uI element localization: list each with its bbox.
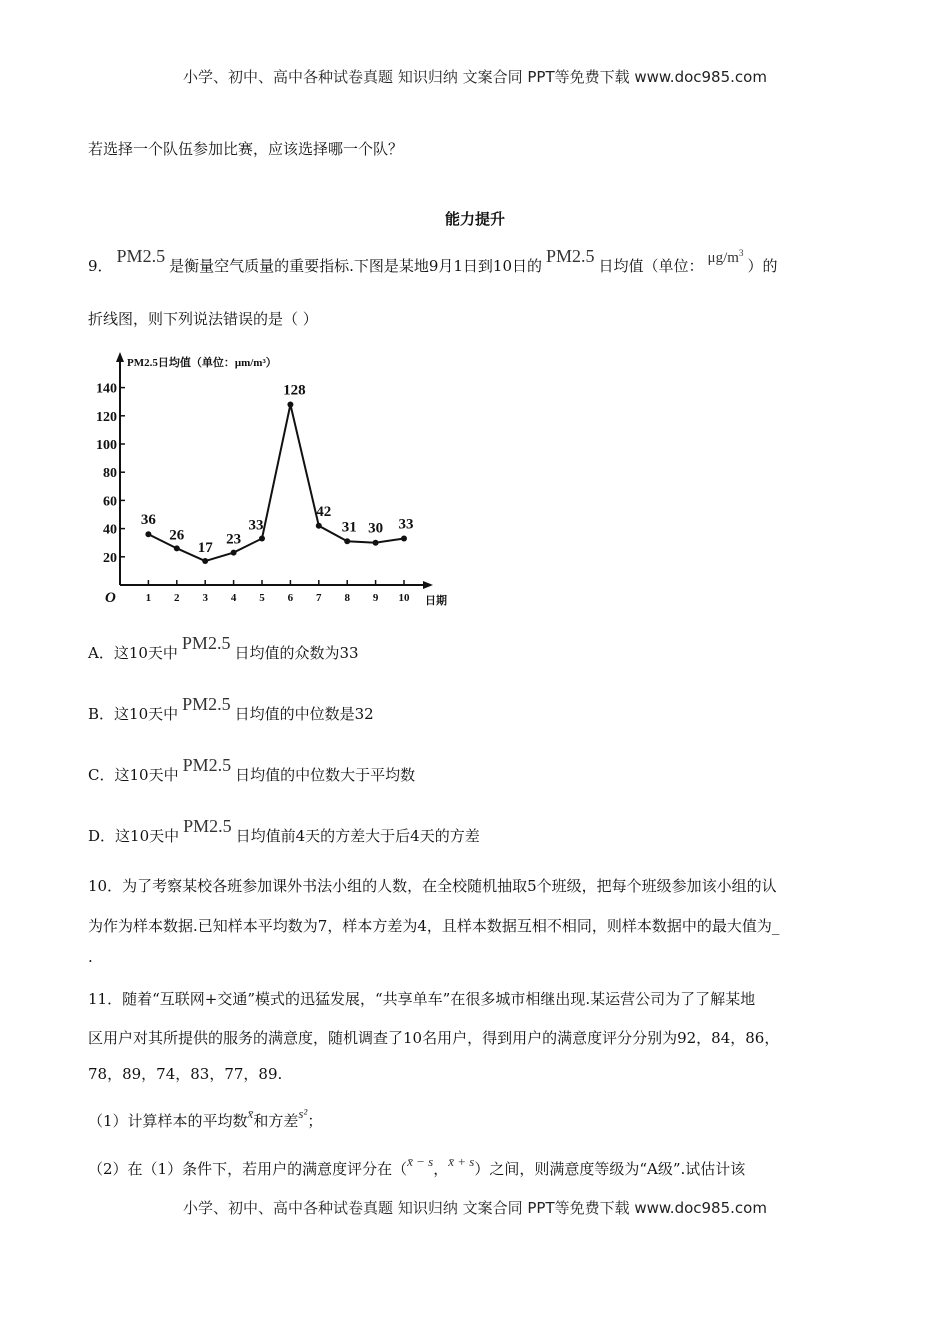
q11-line2: 区用户对其所提供的服务的满意度，随机调查了10名用户，得到用户的满意度评分分别为92，84，86， [88, 1029, 780, 1047]
q9-pm-label: PM2.5 [116, 246, 166, 266]
chart-title: PM2.5日均值（单位：μm/m³） [127, 357, 277, 369]
data-label: 26 [169, 527, 185, 544]
q9-option-a[interactable]: A．这10天中 PM2.5 日均值的众数为33 [88, 633, 359, 662]
x-tick-label: 4 [230, 592, 237, 604]
upper-bound-expr: x̄ + s [448, 1154, 475, 1169]
data-label: 33 [398, 516, 414, 533]
data-label: 33 [248, 517, 264, 534]
q9-line1 [88, 246, 778, 276]
q11-part1: （1）计算样本的平均数x̄和方差s²； [88, 1106, 323, 1130]
sample-variance-symbol: s² [298, 1106, 308, 1121]
q11-line1: 11．随着“互联网+交通”模式的迅猛发展，“共享单车”在很多城市相继出现.某运营公司为了了解某地 [88, 990, 756, 1008]
y-tick-label: 140 [96, 381, 117, 397]
data-point [202, 558, 208, 564]
data-label: 23 [226, 531, 242, 548]
lower-bound-expr: x̄ − s [407, 1154, 434, 1169]
y-tick-label: 60 [103, 494, 117, 510]
sample-mean-symbol: x̄ [247, 1106, 254, 1121]
q9-unit: $\mu g/m^3$ [707, 248, 744, 266]
y-tick-label: 100 [96, 438, 117, 453]
data-point [174, 545, 180, 551]
x-axis-label: 日期 [425, 595, 447, 607]
y-tick-label: 80 [103, 466, 117, 482]
q9-line2: 折线图，则下列说法错误的是（ ） [88, 310, 318, 328]
x-tick-label: 10 [398, 592, 410, 604]
data-label: 42 [316, 503, 332, 520]
data-label: 128 [283, 382, 306, 399]
origin-label: O [105, 590, 116, 606]
q11-part2: （2）在（1）条件下，若用户的满意度评分在（x̄ − s，x̄ + s）之间，则满意度等级为“A级”.试估计该 [88, 1154, 746, 1178]
x-tick-label: 8 [344, 592, 350, 604]
data-label: 31 [341, 519, 357, 536]
q11-line3: 78，89，74，83，77，89. [88, 1065, 283, 1083]
x-tick-label: 2 [174, 592, 180, 604]
y-tick-label: 120 [96, 409, 117, 425]
data-label: 36 [140, 512, 156, 529]
data-point [145, 531, 151, 537]
y-axis-arrow [116, 352, 124, 362]
y-tick-label: 20 [103, 550, 117, 566]
data-point [287, 402, 293, 408]
q10-line3: . [88, 948, 93, 966]
q9-text2: 日均值（单位： [598, 257, 704, 275]
x-tick-label: 3 [202, 592, 208, 604]
series-line [148, 405, 404, 562]
q9-option-c[interactable]: C．这10天中 PM2.5 日均值的中位数大于平均数 [88, 755, 416, 784]
x-tick-label: 5 [259, 592, 265, 604]
section-title: 能力提升 [444, 210, 505, 228]
q10-line2: 为作为样本数据.已知样本平均数为7，样本方差为4，且样本数据互相不相同，则样本数据中的最大值为_ [88, 917, 780, 935]
q9-option-b[interactable]: B．这10天中 PM2.5 日均值的中位数是32 [88, 694, 374, 723]
x-axis-arrow [423, 581, 433, 589]
x-tick-label: 1 [145, 592, 152, 604]
data-point [259, 535, 265, 541]
data-point [316, 523, 322, 529]
data-point [373, 540, 379, 546]
data-point [401, 535, 407, 541]
page-footer: 小学、初中、高中各种试卷真题 知识归纳 文案合同 PPT等免费下载 www.doc985.com [183, 1199, 767, 1217]
x-tick-label: 6 [287, 592, 294, 604]
q9-option-d[interactable]: D．这10天中 PM2.5 日均值前4天的方差大于后4天的方差 [88, 816, 480, 845]
data-point [231, 550, 237, 556]
q9-text3: ）的 [747, 257, 778, 275]
q9-pm-label-2: PM2.5 [546, 246, 595, 266]
q9-text1: 是衡量空气质量的重要指标.下图是某地9月1日到10日的 [169, 257, 543, 275]
q9-number: 9． [88, 257, 113, 275]
x-tick-label: 7 [316, 592, 322, 604]
data-point [344, 538, 350, 544]
y-tick-label: 40 [103, 522, 117, 538]
intro-line: 若选择一个队伍参加比赛，应该选择哪一个队？ [88, 140, 404, 158]
data-label: 17 [197, 540, 213, 557]
x-tick-label: 9 [372, 592, 379, 604]
q10-line1: 10．为了考察某校各班参加课外书法小组的人数，在全校随机抽取5个班级，把每个班级参加该小组的认 [88, 877, 777, 895]
page-header: 小学、初中、高中各种试卷真题 知识归纳 文案合同 PPT等免费下载 www.doc985.com [183, 68, 767, 86]
data-label: 30 [368, 520, 384, 537]
pm25-line-chart [95, 348, 455, 613]
